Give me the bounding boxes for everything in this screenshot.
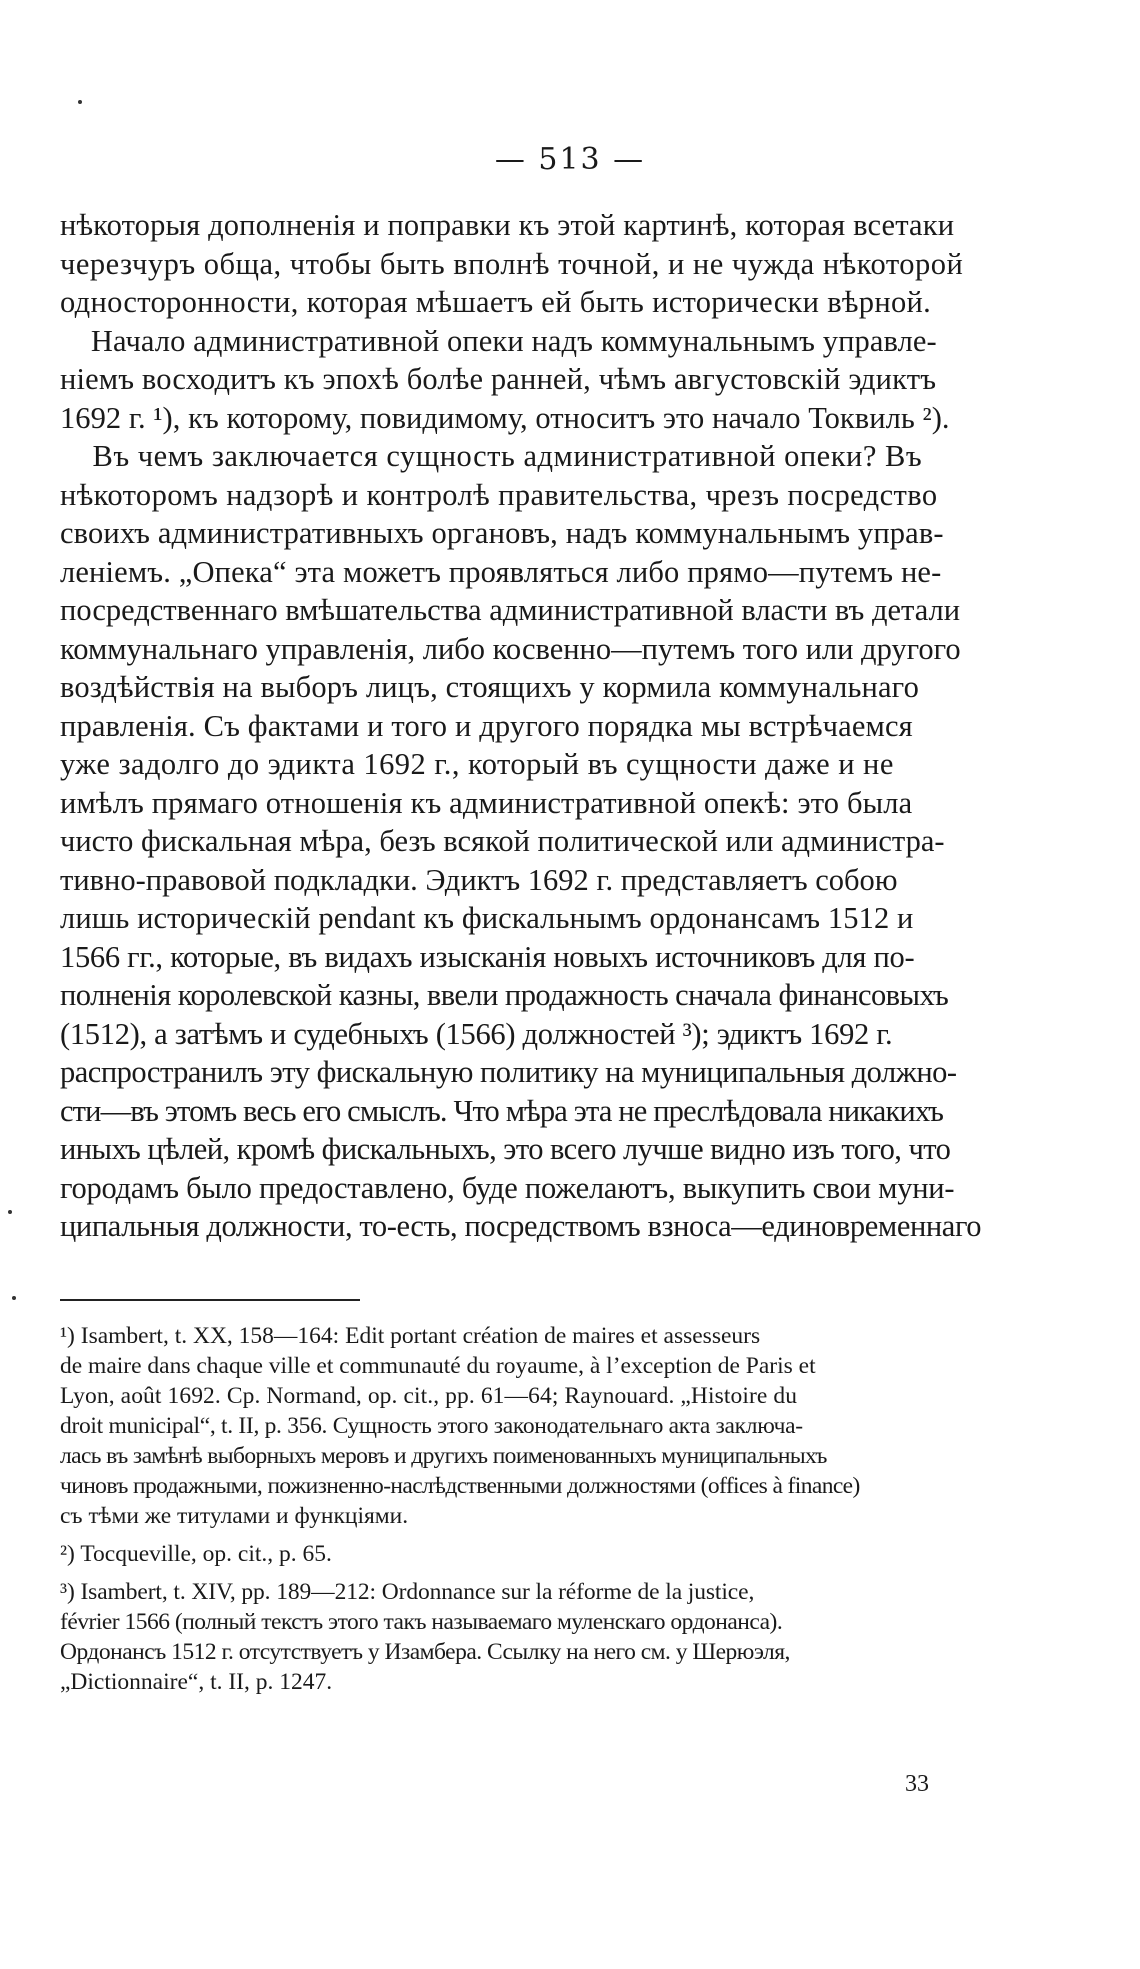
footnote-line: съ тѣми же титулами и функціями.	[60, 1503, 409, 1529]
text-line: 1692 г. ¹), къ которому, повидимому, относитъ это начало Токвиль ²).	[60, 400, 950, 435]
text-line: имѣлъ прямаго отношенія къ административной опекѣ: это была	[60, 785, 913, 820]
text-line: тивно-правовой подкладки. Эдиктъ 1692 г. представляетъ собою	[60, 862, 898, 897]
page-number: — 513 —	[494, 142, 646, 177]
text-line: односторонности, которая мѣшаетъ ей быть исторически вѣрной.	[60, 285, 932, 319]
footnote-line: droit municipal“, t. II, p. 356. Сущность этого законодательнаго акта заключа-	[60, 1413, 803, 1439]
text-line: посредственнаго вмѣшательства административной власти въ детали	[60, 593, 961, 627]
footnote-line: чиновъ продажными, пожизненно-наслѣдственными должностями (offices à finance)	[60, 1473, 860, 1499]
text-line: распространилъ эту фискальную политику на муниципальныя должно-	[60, 1055, 957, 1089]
text-line: иныхъ цѣлей, кромѣ фискальныхъ, это всего лучше видно изъ того, что	[60, 1132, 951, 1166]
footnote-line: „Dictionnaire“, t. II, p. 1247.	[60, 1669, 333, 1695]
print-speck	[78, 100, 82, 104]
footnote-line: лась въ замѣнѣ выборныхъ меровъ и другихъ поименованныхъ муниципальныхъ	[60, 1443, 827, 1469]
text-line: лишь историческій pendant къ фискальнымъ ордонансамъ 1512 и	[60, 901, 914, 935]
text-line: своихъ административныхъ органовъ, надъ коммунальнымъ управ-	[60, 516, 944, 550]
text-line: черезчуръ обща, чтобы быть вполнѣ точной, и не чужда нѣкоторой	[60, 246, 964, 281]
text-line: Въ чемъ заключается сущность административной опеки? Въ	[60, 439, 923, 473]
text-line: (1512), а затѣмъ и судебныхъ (1566) должностей ³); эдиктъ 1692 г.	[60, 1016, 893, 1051]
footnote-line: février 1566 (полный текстъ этого такъ называемаго муленскаго ордонанса).	[60, 1609, 783, 1635]
print-speck	[8, 1210, 12, 1214]
text-line: коммунальнаго управленія, либо косвенно—путемъ того или другого	[60, 631, 961, 666]
text-line: ніемъ восходитъ къ эпохѣ болѣе ранней, чѣмъ августовскій эдиктъ	[60, 362, 937, 396]
print-speck	[12, 1296, 16, 1300]
text-line: уже задолго до эдикта 1692 г., который въ сущности даже и не	[60, 747, 894, 781]
footnote-line: ²) Tocqueville, op. cit., p. 65.	[60, 1541, 332, 1567]
text-line: Начало административной опеки надъ коммунальнымъ управле-	[60, 323, 937, 358]
text-line: чисто фискальная мѣра, безъ всякой политической или администра-	[60, 824, 945, 858]
text-line: нѣкоторыя дополненія и поправки къ этой картинѣ, которая всетаки	[60, 208, 955, 242]
text-line: правленія. Съ фактами и того и другого порядка мы встрѣчаемся	[60, 708, 913, 743]
text-line: воздѣйствія на выборъ лицъ, стоящихъ у кормила коммунальнаго	[60, 670, 919, 704]
footnote-line: de maire dans chaque ville et communauté du royaume, à l’exception de Paris et	[60, 1353, 816, 1379]
text-line: нѣкоторомъ надзорѣ и контролѣ правительства, чрезъ посредство	[60, 477, 938, 512]
main-text	[60, 206, 1035, 1246]
footnote-line: Lyon, août 1692. Cp. Normand, op. cit., pp. 61—64; Raynouard. „Histoire du	[60, 1383, 798, 1409]
footnote-divider	[60, 1299, 360, 1301]
footnote-line: ¹) Isambert, t. XX, 158—164: Edit portant création de maires et assesseurs	[60, 1323, 761, 1349]
footnote-line: ³) Isambert, t. XIV, pp. 189—212: Ordonnance sur la réforme de la justice,	[60, 1579, 755, 1605]
signature-mark: 33	[905, 1771, 929, 1797]
text-line: сти—въ этомъ весь его смыслъ. Что мѣра эта не преслѣдовала никакихъ	[60, 1093, 944, 1128]
footnotes	[60, 1321, 1035, 1697]
text-line: городамъ было предоставлено, буде пожелаютъ, выкупить свои муни-	[60, 1170, 955, 1205]
text-line: леніемъ. „Опека“ эта можетъ проявляться либо прямо—путемъ не-	[60, 554, 942, 589]
text-line: 1566 гг., которые, въ видахъ изысканія новыхъ источниковъ для по-	[60, 939, 915, 974]
text-line: полненія королевской казны, ввели продажность сначала финансовыхъ	[60, 978, 949, 1012]
text-line: ципальныя должности, то-есть, посредствомъ взноса—единовременнаго	[60, 1209, 982, 1243]
footnote-line: Ордонансъ 1512 г. отсутствуетъ у Изамбера. Ссылку на него см. у Шерюэля,	[60, 1639, 790, 1665]
